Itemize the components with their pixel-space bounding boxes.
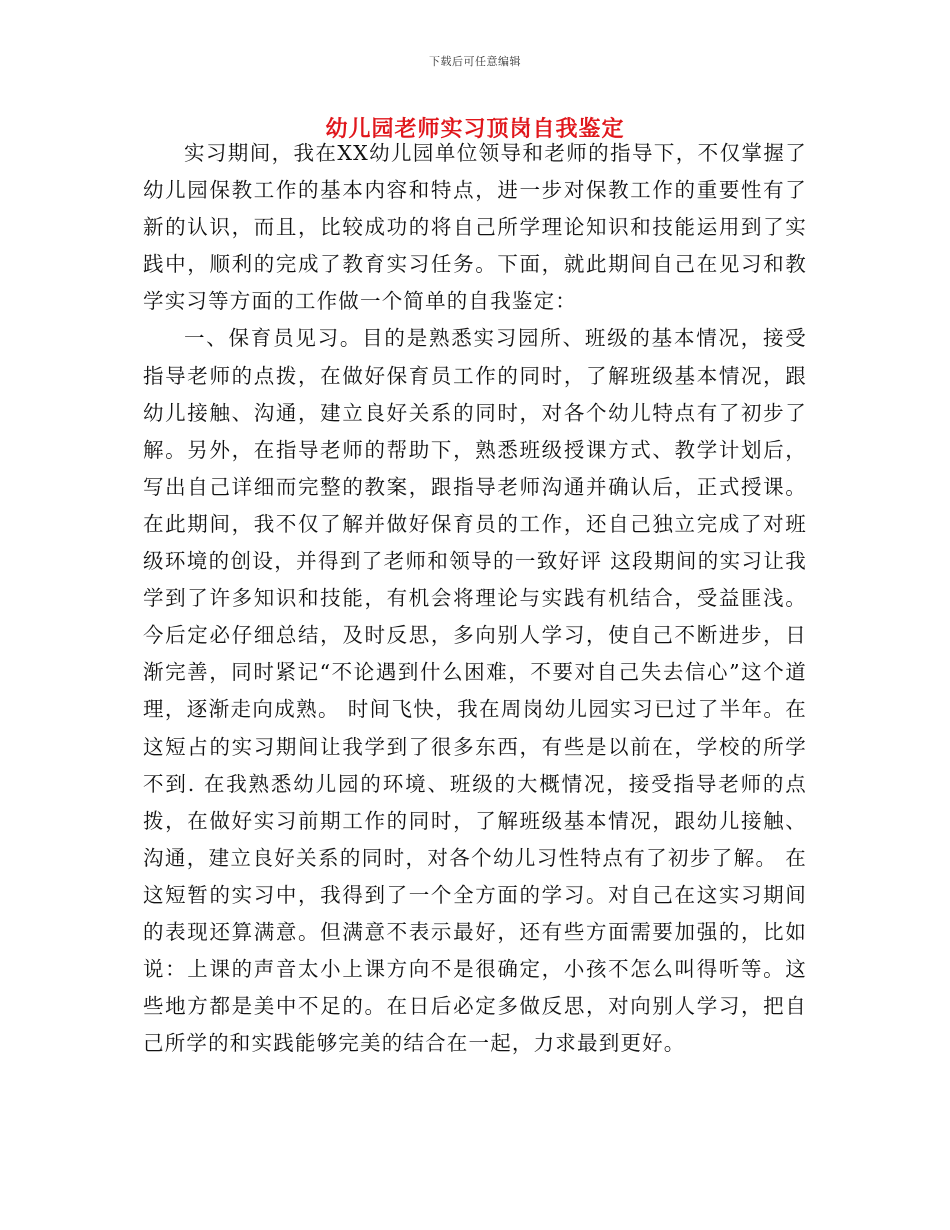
header-note: 下载后可任意编辑 <box>429 55 521 68</box>
document-title: 幼儿园老师实习顶岗自我鉴定 <box>325 116 625 142</box>
paragraph-internship: 一、保育员见习。目的是熟悉实习园所、班级的基本情况，接受指导老师的点拨，在做好保育员工作的同时，了解班级基本情况，跟幼儿接触、沟通，建立良好关系的同时，对各个幼儿特点有了初步了解。另外，在指导老师的帮助下，熟悉班级授课方式、教学计划后，写出自己详细而完整的教案，跟指导老师沟通并确认后，正式授课。在此期间，我不仅了解并做好保育员的工作，还自己独立完成了对班级环境的创设，并得到了老师和领导的一致好评 这段期间的实习让我学到了许多知识和技能，有机会将理论与实践有机结合，受益匪浅。今后定必仔细总结，及时反思，多向别人学习，使自己不断进步，日渐完善，同时紧记“不论遇到什么困难，不要对自己失去信心”这个道理，逐渐走向成熟。 时间飞快，我在周岗幼儿园实习已过了半年。在这短占的实习期间让我学到了很多东西，有些是以前在，学校的所学不到. 在我熟悉幼儿园的环境、班级的大概情况，接受指导老师的点拨，在做好实习前期工作的同时，了解班级基本情况，跟幼儿接触、沟通，建立良好关系的同时，对各个幼儿习性特点有了初步了解。 在这短暂的实习中，我得到了一个全方面的学习。对自己在这实习期间的表现还算满意。但满意不表示最好，还有些方面需要加强的，比如说：上课的声音太小上课方向不是很确定，小孩不怎么叫得听等。这些地方都是美中不足的。在日后必定多做反思，对向别人学习，把自己所学的和实践能够完美的结合在一起，力求最到更好。 <box>143 326 807 1056</box>
document-body <box>143 135 807 1062</box>
paragraph-intro: 实习期间，我在XX幼儿园单位领导和老师的指导下，不仅掌握了幼儿园保教工作的基本内容和特点，进一步对保教工作的重要性有了新的认识，而且，比较成功的将自己所学理论知识和技能运用到了实践中，顺利的完成了教育实习任务。下面，就此期间自己在见习和教学实习等方面的工作做一个简单的自我鉴定： <box>143 141 807 314</box>
